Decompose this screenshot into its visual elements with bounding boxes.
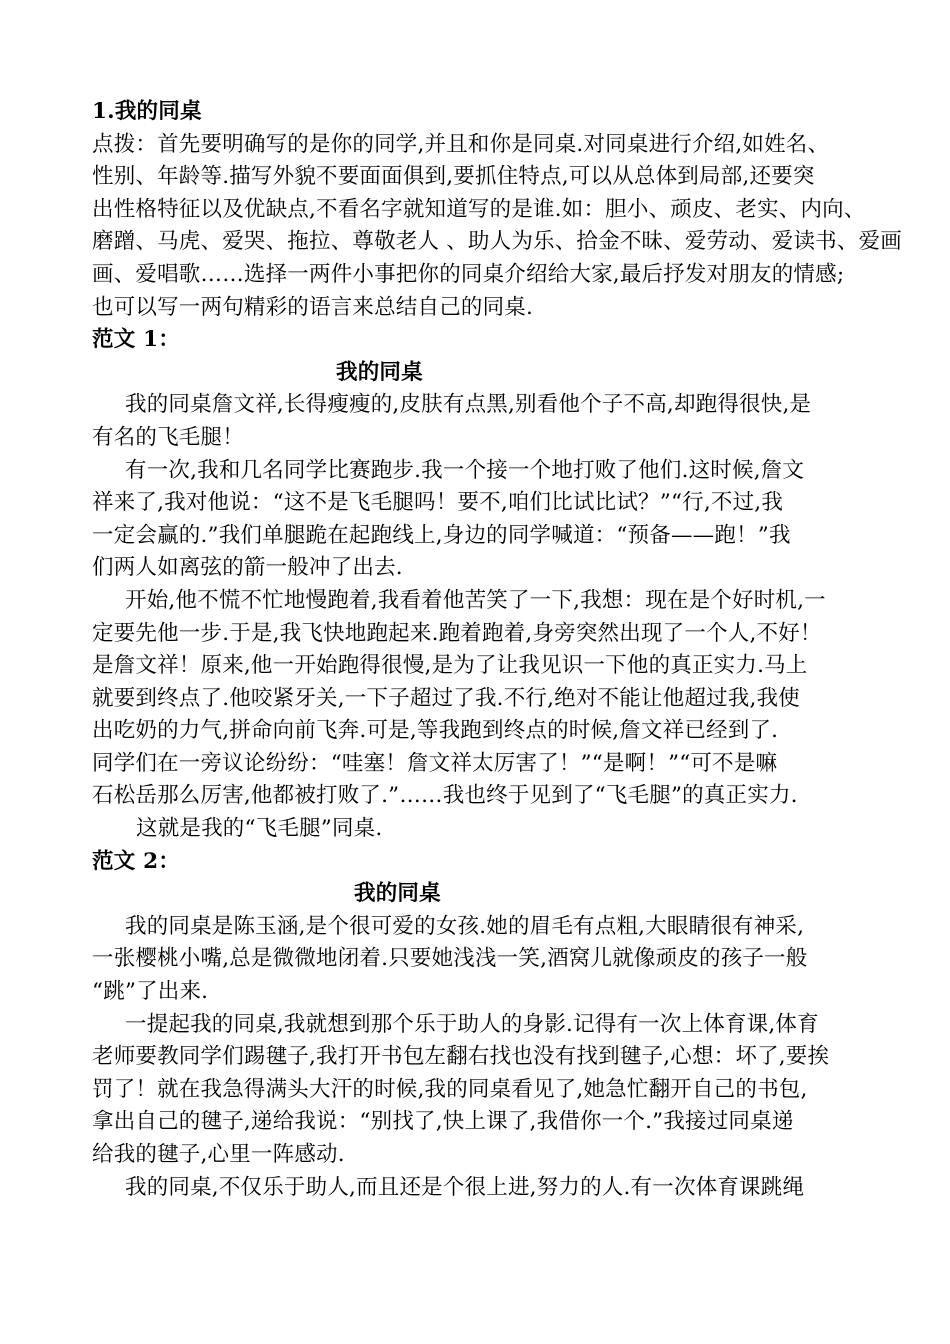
essay2-title: 我的同桌: [354, 881, 441, 907]
essay1-line: 开始,他不慌不忙地慢跑着,我看着他苦笑了一下,我想：现在是个好时机,一: [125, 587, 826, 613]
essay1-line: 石松岳那么厉害,他都被打败了.”……我也终于见到了“飞毛腿”的真正实力.: [92, 783, 798, 809]
essay2-line: 一张樱桃小嘴,总是微微地闭着.只要她浅浅一笑,酒窝儿就像顽皮的孩子一般: [92, 946, 808, 972]
essay1-line: 一定会赢的.”我们单腿跪在起跑线上,身边的同学喊道：“预备——跑！”我: [92, 522, 791, 548]
section-heading: 1.我的同桌: [92, 99, 202, 124]
essay2-line: 拿出自己的毽子,递给我说：“别找了,快上课了,我借你一个.”我接过同桌递: [92, 1109, 794, 1135]
essay2-line: 我的同桌,不仅乐于助人,而且还是个很上进,努力的人.有一次体育课跳绳: [125, 1174, 805, 1200]
essay1-label: 范文 1：: [92, 327, 180, 353]
essay1-line: 有一次,我和几名同学比赛跑步.我一个接一个地打败了他们.这时候,詹文: [125, 457, 805, 483]
essay2-line: 一提起我的同桌,我就想到那个乐于助人的身影.记得有一次上体育课,体育: [125, 1011, 819, 1037]
essay1-line: 定要先他一步.于是,我飞快地跑起来.跑着跑着,身旁突然出现了一个人,不好！: [92, 620, 822, 646]
tip-line: 也可以写一两句精彩的语言来总结自己的同桌.: [92, 294, 534, 320]
essay1-line: 是詹文祥！原来,他一开始跑得很慢,是为了让我见识一下他的真正实力.马上: [92, 653, 808, 679]
essay1-line: 我的同桌詹文祥,长得瘦瘦的,皮肤有点黑,别看他个子不高,却跑得很快,是: [125, 392, 812, 418]
tip-line: 性别、年龄等.描写外貌不要面面俱到,要抓住特点,可以从总体到局部,还要突: [92, 164, 815, 190]
essay2-line: “跳”了出来.: [92, 979, 209, 1005]
tip-line: 点拨：首先要明确写的是你的同学,并且和你是同桌.对同桌进行介绍,如姓名、: [92, 131, 830, 157]
essay2-line: 罚了！就在我急得满头大汗的时候,我的同桌看见了,她急忙翻开自己的书包,: [92, 1076, 808, 1102]
tip-line: 磨蹭、马虎、爱哭、拖拉、尊敬老人 、助人为乐、拾金不昧、爱劳动、爱读书、爱画: [92, 229, 902, 255]
essay1-line: 有名的飞毛腿！: [92, 424, 244, 450]
essay2-label: 范文 2：: [92, 848, 180, 874]
tip-line: 出性格特征以及优缺点,不看名字就知道写的是谁.如：胆小、顽皮、老实、内向、: [92, 196, 866, 222]
essay1-line: 这就是我的“飞毛腿”同桌.: [136, 816, 383, 842]
essay2-line: 老师要教同学们踢毽子,我打开书包左翻右找也没有找到毽子,心想：坏了,要挨: [92, 1044, 830, 1070]
essay1-line: 们两人如离弦的箭一般冲了出去.: [92, 555, 403, 581]
essay2-line: 我的同桌是陈玉涵,是个很可爱的女孩.她的眉毛有点粗,大眼睛很有神采,: [125, 913, 805, 939]
essay1-title: 我的同桌: [336, 359, 423, 385]
document-page: [92, 96, 902, 1204]
essay1-line: 同学们在一旁议论纷纷：“哇塞！詹文祥太厉害了！”“是啊！”“可不是嘛: [92, 750, 778, 776]
essay1-line: 祥来了,我对他说：“这不是飞毛腿吗！要不,咱们比试比试？”“行,不过,我: [92, 490, 784, 516]
essay2-line: 给我的毽子,心里一阵感动.: [92, 1142, 345, 1167]
essay1-line: 出吃奶的力气,拼命向前飞奔.可是,等我跑到终点的时候,詹文祥已经到了.: [92, 718, 779, 744]
tip-line: 画、爱唱歌……选择一两件小事把你的同桌介绍给大家,最后抒发对朋友的情感;: [92, 261, 845, 287]
essay1-line: 就要到终点了.他咬紧牙关,一下子超过了我.不行,绝对不能让他超过我,我使: [92, 685, 800, 711]
